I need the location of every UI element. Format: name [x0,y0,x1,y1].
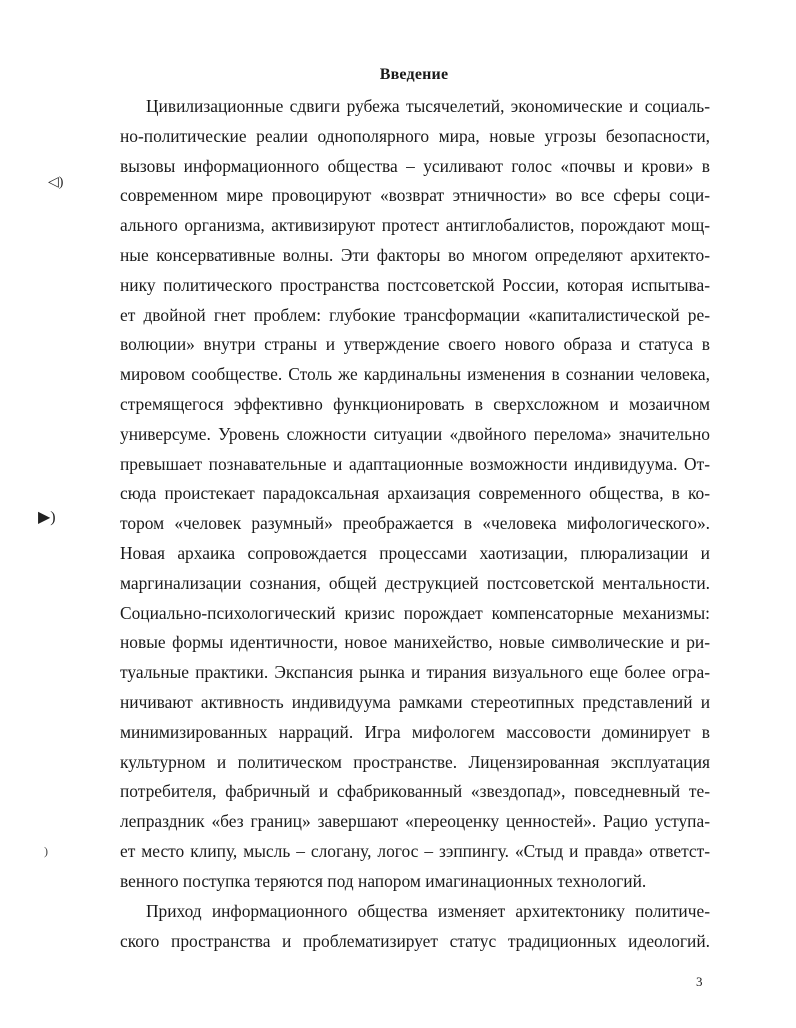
page-title: Введение [379,66,449,83]
text-line: ничивают активность индивидуума рамками стереотипных представлений и [120,691,710,712]
text-line: Новая архаика сопровождается процессами хаотизации, плюрализации и [120,542,710,563]
text-line: Приход информационного общества изменяет архитектонику политиче- [146,901,710,921]
text-line: универсуме. Уровень сложности ситуации «двойного перелома» значительно [120,423,710,444]
text-line: Цивилизационные сдвиги рубежа тысячелетий, экономические и социаль- [146,96,710,116]
text-line: ского пространства и проблематизирует статус традиционных идеологий. [120,930,710,951]
text-line: мировом сообществе. Столь же кардинальны изменения в сознании человека, [120,364,710,385]
text-line: туальные практики. Экспансия рынка и тирания визуального еще более огра- [120,662,710,683]
text-line: превышает познавательные и адаптационные возможности индивидуума. От- [120,453,710,474]
margin-mark-icon: ▶) [38,509,56,526]
paragraph-2 [120,897,710,957]
text-line: ные консервативные волны. Эти факторы во многом определяют архитекто- [120,244,710,265]
text-line: ального организма, активизируют протест антиглобалистов, порождают мощ- [120,215,710,236]
text-line: вызовы информационного общества – усиливают голос «почвы и крови» в [120,155,710,176]
text-line: сюда проистекает парадоксальная архаизация современного общества, в ко- [120,483,710,504]
text-line: маргинализации сознания, общей деструкцией постсоветской ментальности. [120,572,710,593]
text-line: венного поступка теряются под напором имагинационных технологий. [120,870,647,891]
text-line: но-политические реалии однополярного мира, новые угрозы безопасности, [120,125,710,146]
page-number: 3 [696,974,703,989]
text-line: лепраздник «без границ» завершают «переоценку ценностей». Рацио уступа- [120,811,710,832]
text-line: минимизированных нарраций. Игра мифологем массовости доминирует в [120,721,710,742]
text-line: тором «человек разумный» преображается в «человека мифологического». [120,513,710,534]
margin-mark-icon: ) [44,844,48,858]
margin-mark-icon: ◁) [48,175,64,190]
text-line: культурном и политическом пространстве. Лицензированная эксплуатация [120,751,710,772]
text-line: новые формы идентичности, новое манихейство, новые символические и ри- [120,632,710,653]
text-line: современном мире провоцируют «возврат этничности» во все сферы соци- [120,185,710,206]
text-line: Социально-психологический кризис порождает компенсаторные механизмы: [120,602,710,623]
text-line: нику политического пространства постсоветской России, которая испытыва- [120,274,710,295]
text-line: ет место клипу, мысль – слогану, логос – зэппингу. «Стыд и правда» ответст- [120,840,710,861]
text-line: волюции» внутри страны и утверждение своего нового образа и статуса в [120,334,710,355]
paragraph-1 [120,92,710,897]
text-line: стремящегося эффективно функционировать в сверхсложном и мозаичном [120,393,710,414]
text-line: ет двойной гнет проблем: глубокие трансформации «капиталистической ре- [120,304,710,325]
text-line: потребителя, фабричный и сфабрикованный «звездопад», повседневный те- [120,781,710,802]
